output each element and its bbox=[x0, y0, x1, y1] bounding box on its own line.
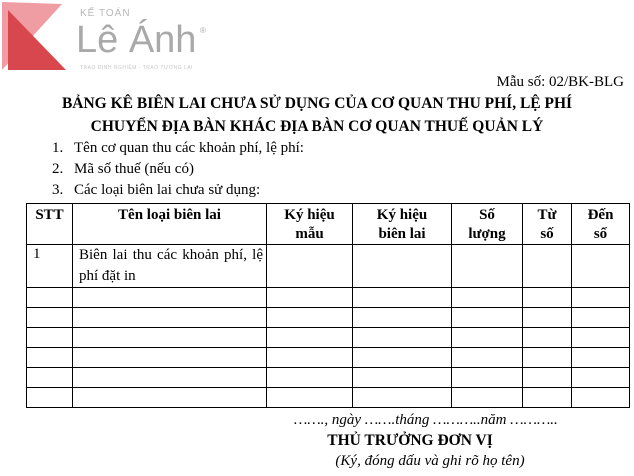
list-item-text: Tên cơ quan thu các khoản phí, lệ phí: bbox=[74, 140, 304, 156]
list-item-text: Mã số thuế (nếu có) bbox=[74, 161, 194, 177]
logo-tagline: TRAO ĐỊNH NGHIỆM - TRAO TƯƠNG LAI bbox=[80, 65, 193, 71]
receipts-table bbox=[26, 203, 630, 408]
cell-receipt-symbol[interactable] bbox=[353, 245, 452, 288]
cell-stt[interactable] bbox=[27, 348, 73, 368]
cell-stt[interactable]: 1 bbox=[27, 245, 73, 288]
cell-quantity[interactable] bbox=[452, 368, 523, 388]
header-from-number: Từ số bbox=[523, 204, 572, 245]
cell-receipt-type[interactable] bbox=[73, 368, 267, 388]
table-row bbox=[27, 328, 630, 348]
cell-form-symbol[interactable] bbox=[267, 308, 353, 328]
cell-from-number[interactable] bbox=[523, 348, 572, 368]
list-item-number: 2. bbox=[52, 161, 64, 177]
cell-stt[interactable] bbox=[27, 308, 73, 328]
cell-receipt-symbol[interactable] bbox=[353, 288, 452, 308]
cell-from-number[interactable] bbox=[523, 308, 572, 328]
list-item bbox=[52, 180, 304, 201]
logo-mark-icon bbox=[0, 0, 70, 72]
cell-from-number[interactable] bbox=[523, 368, 572, 388]
document-title-line1: BẢNG KÊ BIÊN LAI CHƯA SỬ DỤNG CỦA CƠ QUAN THU PHÍ, LỆ PHÍ bbox=[61, 95, 573, 112]
date-line: ……., ngày …….tháng ………..năm ……….. bbox=[294, 412, 558, 428]
header-quantity: Số lượng bbox=[452, 204, 523, 245]
logo-name: Lê Ánh bbox=[76, 19, 197, 61]
table-row bbox=[27, 308, 630, 328]
cell-to-number[interactable] bbox=[572, 348, 630, 368]
cell-receipt-symbol[interactable] bbox=[353, 348, 452, 368]
cell-to-number[interactable] bbox=[572, 368, 630, 388]
cell-quantity[interactable] bbox=[452, 308, 523, 328]
table-row bbox=[27, 245, 630, 288]
cell-receipt-type[interactable] bbox=[73, 388, 267, 408]
header-form-symbol: Ký hiệu mẫu bbox=[267, 204, 353, 245]
cell-receipt-symbol[interactable] bbox=[353, 388, 452, 408]
cell-receipt-type[interactable] bbox=[73, 288, 267, 308]
cell-stt[interactable] bbox=[27, 288, 73, 308]
table-row bbox=[27, 348, 630, 368]
signer-note: (Ký, đóng dấu và ghi rõ họ tên) bbox=[335, 453, 525, 469]
cell-receipt-symbol[interactable] bbox=[353, 368, 452, 388]
cell-to-number[interactable] bbox=[572, 328, 630, 348]
cell-to-number[interactable] bbox=[572, 245, 630, 288]
cell-receipt-type[interactable] bbox=[73, 328, 267, 348]
cell-quantity[interactable] bbox=[452, 288, 523, 308]
cell-receipt-symbol[interactable] bbox=[353, 328, 452, 348]
header-receipt-type: Tên loại biên lai bbox=[73, 204, 267, 245]
cell-receipt-symbol[interactable] bbox=[353, 308, 452, 328]
list-item-number: 3. bbox=[52, 182, 64, 198]
list-item-text: Các loại biên lai chưa sử dụng: bbox=[74, 182, 261, 198]
company-logo bbox=[0, 0, 215, 75]
cell-form-symbol[interactable] bbox=[267, 245, 353, 288]
cell-form-symbol[interactable] bbox=[267, 328, 353, 348]
cell-receipt-type[interactable]: Biên lai thu các khoản phí, lệ phí đặt in bbox=[73, 245, 267, 288]
document-title-line2: CHUYỂN ĐỊA BÀN KHÁC ĐỊA BÀN CƠ QUAN THUẾ QUẢN LÝ bbox=[90, 118, 544, 135]
form-code: Mẫu số: 02/BK-BLG bbox=[496, 74, 624, 90]
cell-from-number[interactable] bbox=[523, 328, 572, 348]
cell-form-symbol[interactable] bbox=[267, 348, 353, 368]
logo-top-text: KẾ TOÁN bbox=[80, 8, 131, 19]
cell-receipt-type[interactable] bbox=[73, 348, 267, 368]
signer-title: THỦ TRƯỞNG ĐƠN VỊ bbox=[327, 432, 493, 449]
cell-form-symbol[interactable] bbox=[267, 388, 353, 408]
header-stt: STT bbox=[27, 204, 73, 245]
cell-stt[interactable] bbox=[27, 368, 73, 388]
table-row bbox=[27, 288, 630, 308]
cell-form-symbol[interactable] bbox=[267, 288, 353, 308]
list-item bbox=[52, 159, 304, 180]
logo-registered-mark: ® bbox=[200, 26, 206, 35]
cell-to-number[interactable] bbox=[572, 388, 630, 408]
cell-from-number[interactable] bbox=[523, 388, 572, 408]
cell-quantity[interactable] bbox=[452, 328, 523, 348]
list-item bbox=[52, 138, 304, 159]
cell-to-number[interactable] bbox=[572, 308, 630, 328]
table-row bbox=[27, 368, 630, 388]
cell-quantity[interactable] bbox=[452, 245, 523, 288]
cell-stt[interactable] bbox=[27, 388, 73, 408]
cell-to-number[interactable] bbox=[572, 288, 630, 308]
info-list bbox=[52, 138, 304, 201]
cell-quantity[interactable] bbox=[452, 388, 523, 408]
header-to-number: Đến số bbox=[572, 204, 630, 245]
cell-receipt-type[interactable] bbox=[73, 308, 267, 328]
cell-from-number[interactable] bbox=[523, 288, 572, 308]
cell-from-number[interactable] bbox=[523, 245, 572, 288]
cell-quantity[interactable] bbox=[452, 348, 523, 368]
cell-stt[interactable] bbox=[27, 328, 73, 348]
cell-form-symbol[interactable] bbox=[267, 368, 353, 388]
table-row bbox=[27, 388, 630, 408]
header-receipt-symbol: Ký hiệu biên lai bbox=[353, 204, 452, 245]
table-header-row bbox=[27, 204, 630, 245]
list-item-number: 1. bbox=[52, 140, 64, 156]
